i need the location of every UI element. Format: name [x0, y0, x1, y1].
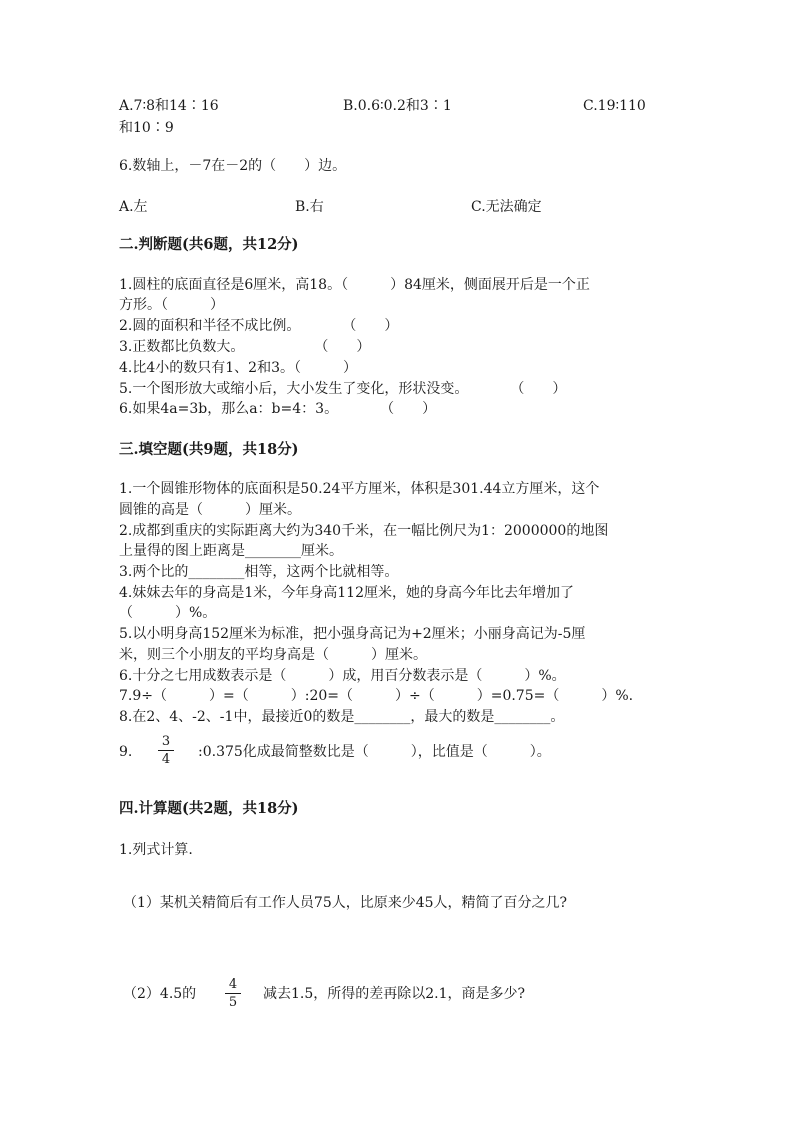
- section2-item: 6.如果4a=3b，那么a：b=4：3。 （ ）: [119, 401, 437, 417]
- section4-sub2-text: 减去1.5，所得的差再除以2.1，商是多少?: [263, 986, 526, 1002]
- fraction-bar: [225, 993, 241, 994]
- section2-item: 4.比4小的数只有1、2和3。（ ）: [119, 360, 357, 376]
- section3-item: 1.一个圆锥形物体的底面积是50.24平方厘米，体积是301.44立方厘米，这个: [119, 481, 600, 497]
- section2-item: 1.圆柱的底面直径是6厘米，高18。（ ）84厘米，侧面展开后是一个正: [119, 277, 590, 293]
- section4-sub1: （1）某机关精简后有工作人员75人，比原来少45人，精简了百分之几?: [123, 895, 568, 911]
- section3-item: 上量得的图上距离是________厘米。: [119, 543, 343, 559]
- section4-q1: 1.列式计算.: [119, 842, 193, 858]
- sub2-fraction-numerator: 4: [228, 977, 238, 992]
- section3-item: 3.两个比的________相等，这两个比就相等。: [119, 564, 399, 580]
- fraction-bar: [158, 750, 174, 751]
- q9-fraction-denominator: 4: [161, 752, 171, 767]
- section3-item: 米，则三个小朋友的平均身高是（ ）厘米。: [119, 647, 427, 663]
- section3-title: 三.填空题(共9题，共18分): [119, 441, 299, 458]
- section4-sub2-prefix: （2）4.5的: [123, 986, 197, 1002]
- section3-item: 5.以小明身高152厘米为标准，把小强身高记为+2厘米；小丽身高记为-5厘: [119, 626, 586, 642]
- section3-item: 圆锥的高是（ ）厘米。: [119, 502, 301, 518]
- q9-number: 9.: [119, 744, 133, 760]
- q5-option-a: A.7∶8和14∶16: [119, 98, 219, 114]
- q9-fraction: [158, 734, 174, 767]
- q9-fraction-numerator: 3: [161, 734, 171, 749]
- q5-option-c-continued: 和10∶9: [119, 120, 174, 136]
- section3-item: 2.成都到重庆的实际距离大约为340千米，在一幅比例尺为1：2000000的地图: [119, 523, 609, 539]
- section2-item: 方形。（ ）: [119, 297, 224, 313]
- section3-item: 8.在2、4、-2、-1中，最接近0的数是________，最大的数是________。: [119, 709, 565, 725]
- q6-option-b: B.右: [295, 199, 324, 215]
- section3-item: （ ）%。: [119, 605, 217, 621]
- section2-item: 5.一个图形放大或缩小后，大小发生了变化，形状没变。 （ ）: [119, 381, 567, 397]
- section2-item: 2.圆的面积和半径不成比例。 （ ）: [119, 318, 399, 334]
- sub2-fraction: [225, 977, 241, 1010]
- q9-text: :0.375化成最简整数比是（ ），比值是（ ）。: [198, 744, 551, 760]
- q6-stem: 6.数轴上，－7在－2的（ ）边。: [119, 158, 347, 174]
- section2-item: 3.正数都比负数大。 （ ）: [119, 339, 371, 355]
- q5-option-b: B.0.6∶0.2和3∶1: [343, 98, 452, 114]
- section4-title: 四.计算题(共2题，共18分): [119, 800, 299, 817]
- section3-item: 7.9÷（ ）=（ ）:20=（ ）÷（ ）=0.75=（ ）%.: [119, 688, 634, 704]
- section3-item: 6.十分之七用成数表示是（ ）成，用百分数表示是（ ）%。: [119, 668, 566, 684]
- q6-option-a: A.左: [119, 199, 148, 215]
- section2-title: 二.判断题(共6题，共12分): [119, 236, 299, 253]
- sub2-fraction-denominator: 5: [228, 995, 238, 1010]
- q5-option-c: C.19∶110: [583, 98, 646, 114]
- section3-item: 4.妹妹去年的身高是1米，今年身高112厘米，她的身高今年比去年增加了: [119, 585, 574, 601]
- q6-option-c: C.无法确定: [471, 199, 542, 215]
